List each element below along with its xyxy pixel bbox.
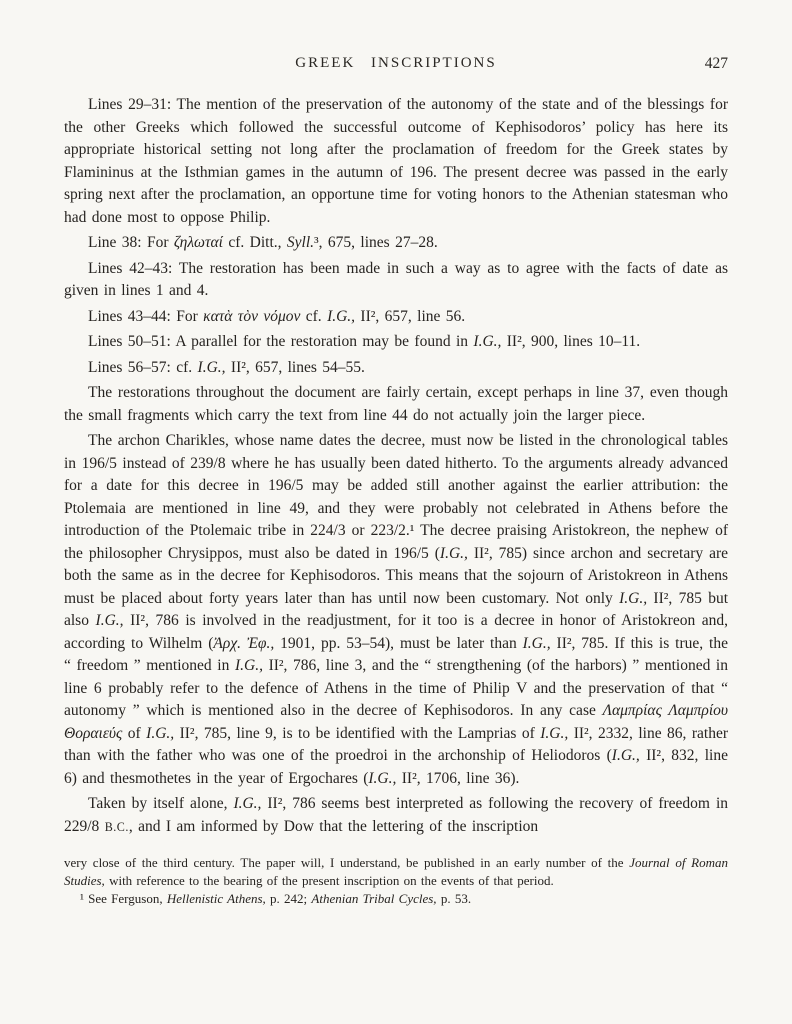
text-run: I.G., [95, 612, 124, 629]
text-run: I.G., [619, 589, 648, 607]
text-run: I.G., [439, 544, 468, 562]
text-run: II², 786 is involved in the readjustment, for it too is a decree in honor of Aristokreon and, according to Wilhelm ( [64, 612, 729, 652]
text-run: ζηλωταί [173, 234, 223, 251]
text-run: II², 900, lines 10–11. [501, 333, 641, 350]
text-run: Λαμπρίας Λαμπρίου Θοραιεύς [64, 702, 729, 742]
paragraph [64, 793, 728, 838]
text-run: Taken by itself alone, [88, 795, 234, 812]
text-run: I.G., [540, 724, 569, 742]
text-run: II², 786, line 3, and the “ strengthening (of the harbors) ” mentioned in line 6 probably refer to the defence of Athens in the time of Philip V and the preservation of that “ autonomy ” which is mentioned also in the decree of Kephisodoros. In any case [64, 657, 728, 719]
text-run: II², 785) since archon and secretary are both the same as in the decree for Kephisodoros. This means that the sojourn of Aristokreon in Athens must be placed about forty years later than has until now been customary. Not only [64, 544, 728, 607]
page-body [64, 94, 728, 908]
paragraph [64, 232, 728, 255]
text-run: Lines 43–44: For [88, 307, 204, 325]
text-run: Hellenistic Athens, [166, 891, 266, 906]
text-run: κατὰ τὸν νόμον [203, 307, 301, 325]
footnotes-container [64, 854, 728, 908]
text-run: II², 1706, line 36). [396, 769, 520, 787]
text-run: I.G., [234, 657, 263, 674]
text-run: p. 53. [436, 891, 472, 906]
text-run: The restorations throughout the document are fairly certain, except perhaps in line 37, even though the small fragments which carry the text from line 44 do not actually join the larger piece. [64, 384, 728, 424]
paragraph [64, 357, 728, 380]
text-run: Lines 29–31: The mention of the preservation of the autonomy of the state and of the blessings for the other Greeks which followed the successful outcome of Kephisodoros’ policy has here its appropriate historical setting not long after the proclamation of freedom for the Greek states by Flamininus at the Isthmian games in the autumn of 196. The present decree was passed in the early spring next after the proclamation, an opportune time for voting honors to the Athenian statesman who had done most to oppose Philip. [64, 96, 728, 226]
text-run: I.G., [368, 769, 397, 787]
text-run: The archon Charikles, whose name dates the decree, must now be listed in the chronological tables in 196/5 instead of 239/8 where he has usually been dated hitherto. To the arguments already advanced for a date for this decree in 196/5 may be added still another against the earlier attribution: the Ptolemaia are mentioned in line 49, and they were probably not celebrated in Athens before the introduction of the Ptolemaic tribe in 224/3 or 223/2.¹ The decree praising Aristokreon, the nephew of the philosopher Chrysippos, must also be dated in 196/5 ( [64, 432, 728, 562]
paragraph [64, 331, 728, 354]
text-run: I.G., [197, 358, 226, 376]
paragraph [64, 382, 728, 427]
text-run: II², 785. If this is true, the “ freedom ” mentioned in [64, 634, 728, 674]
text-run: Lines 56–57: cf. [88, 358, 198, 376]
text-run: with reference to the bearing of the present inscription on the events of that period. [104, 873, 554, 888]
text-run: II², 832, line 6) and thesmothetes in the year of Ergochares ( [64, 747, 728, 787]
text-run: , and I am informed by Dow that the lettering of the inscription [128, 817, 539, 835]
text-run: Athenian Tribal Cycles, [311, 891, 437, 906]
text-run: I.G., [473, 333, 502, 350]
text-run: II², 786 seems best interpreted as following the recovery of freedom in 229/8 [64, 795, 729, 835]
text-run: II², 785, line 9, is to be identified with the Lamprias of [174, 724, 541, 742]
text-run: cf. [300, 307, 328, 325]
running-title: GREEK INSCRIPTIONS [295, 55, 497, 71]
paragraph [64, 306, 728, 329]
text-run: Lines 50–51: A parallel for the restoration may be found in [88, 333, 474, 350]
text-run: Lines 42–43: The restoration has been made in such a way as to agree with the facts of date as given in lines 1 and 4. [64, 259, 728, 299]
text-run: II², 657, lines 54–55. [225, 358, 365, 376]
footnote [64, 890, 728, 908]
text-run: II², 2332, line 86, rather than with the father who was one of the proedroi in the archonship of Heliodoros ( [64, 724, 728, 764]
text-run: p. 242; [265, 891, 312, 906]
footnote [64, 854, 728, 890]
text-run: Journal of Roman Studies, [64, 855, 728, 888]
page-header [64, 54, 728, 76]
text-run: Line 38: For [88, 234, 174, 251]
text-run: I.G., [611, 747, 640, 764]
text-run: II², 785 but also [64, 589, 729, 629]
text-run: I.G., [327, 307, 356, 325]
text-run: 1901, pp. 53–54), must be later than [274, 634, 523, 652]
text-run: II², 657, line 56. [355, 307, 466, 325]
text-run: Syll. [286, 234, 315, 251]
text-run: very close of the third century. The paper will, I understand, be published in an early number of the [64, 855, 630, 870]
paragraph [64, 94, 728, 229]
text-run: Ἀρχ. Ἐφ., [213, 634, 275, 652]
text-run: I.G., [233, 795, 262, 812]
text-run: ³, 675, lines 27–28. [314, 234, 438, 251]
paragraphs-container [64, 94, 728, 838]
paragraph [64, 430, 728, 790]
text-run: I.G., [146, 724, 175, 742]
paragraph [64, 258, 728, 303]
text-run: B.C. [104, 819, 129, 834]
page-number: 427 [704, 55, 728, 72]
text-run: cf. Ditt., [223, 234, 287, 251]
text-run: ¹ See Ferguson, [80, 891, 167, 906]
text-run: of [122, 724, 147, 742]
text-run: I.G., [522, 634, 551, 652]
